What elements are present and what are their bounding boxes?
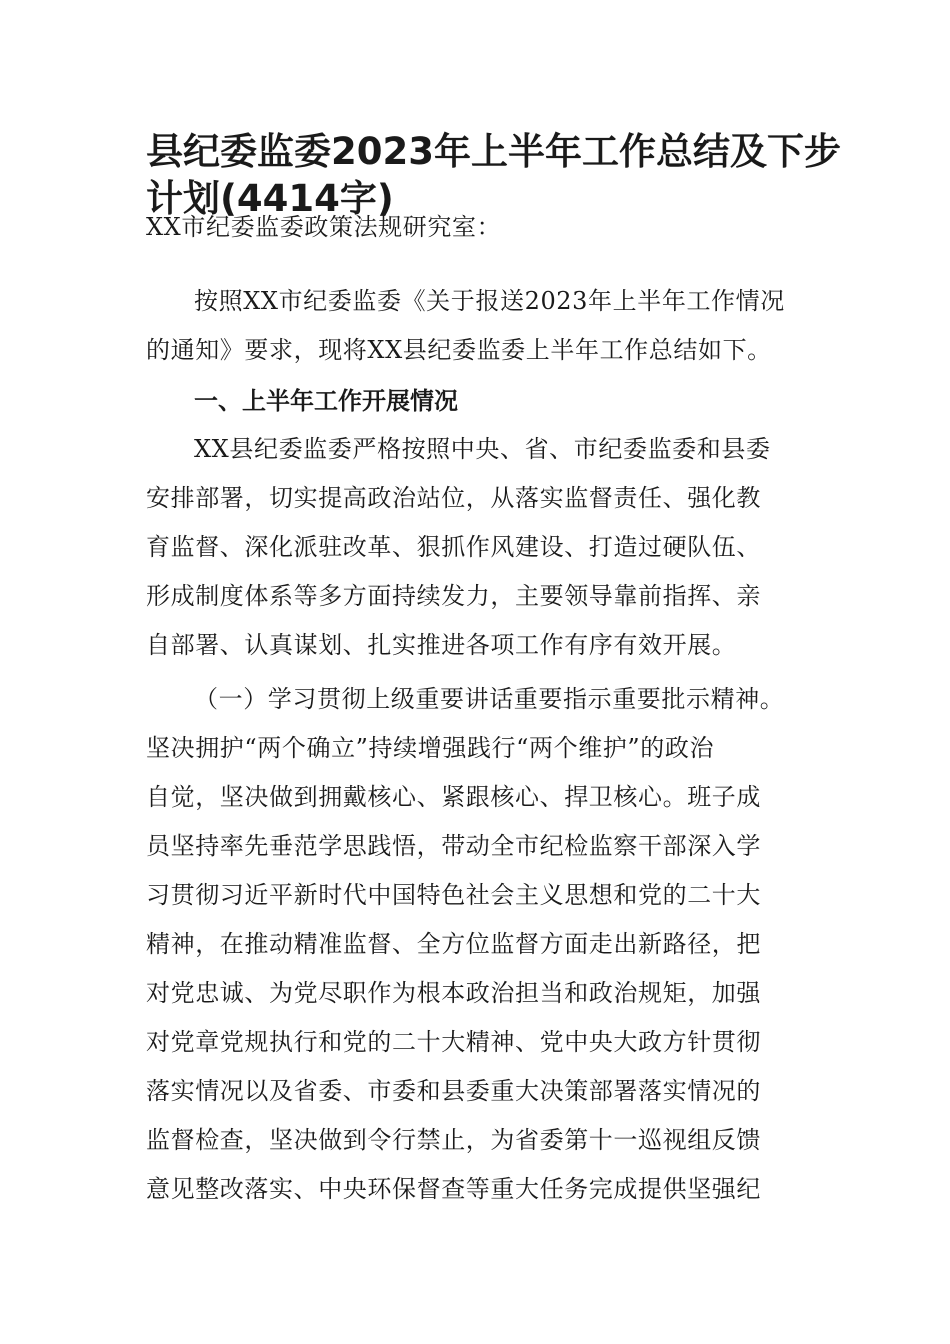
paragraph-line: 自部署、认真谋划、扎实推进各项工作有序有效开展。	[146, 631, 737, 659]
paragraph-line: 对党忠诚、为党尽职作为根本政治担当和政治规矩，加强	[146, 979, 761, 1007]
paragraph-line: （一）学习贯彻上级重要讲话重要指示重要批示精神。	[194, 685, 785, 713]
paragraph-study	[146, 675, 836, 1214]
paragraph-line: 按照XX市纪委监委《关于报送2023年上半年工作情况	[194, 287, 785, 315]
paragraph-line: 习贯彻习近平新时代中国特色社会主义思想和党的二十大	[146, 881, 761, 909]
paragraph-line: 自觉，坚决做到拥戴核心、紧跟核心、捍卫核心。班子成	[146, 783, 761, 811]
paragraph-line: 安排部署，切实提高政治站位，从落实监督责任、强化教	[146, 484, 761, 512]
paragraph-line: 的通知》要求，现将XX县纪委监委上半年工作总结如下。	[146, 336, 772, 364]
paragraph-line: XX县纪委监委严格按照中央、省、市纪委监委和县委	[194, 435, 771, 463]
recipient-line	[146, 203, 836, 252]
paragraph-line: 精神，在推动精准监督、全方位监督方面走出新路径，把	[146, 930, 761, 958]
title-line: 计划(4414字)	[146, 177, 394, 220]
intro-paragraph	[146, 277, 836, 375]
title-line: 县纪委监委2023年上半年工作总结及下步	[146, 130, 841, 173]
recipient-text: XX市纪委监委政策法规研究室：	[146, 213, 502, 241]
paragraph-line: 意见整改落实、中央环保督查等重大任务完成提供坚强纪	[146, 1175, 761, 1203]
paragraph-line: 育监督、深化派驻改革、狠抓作风建设、打造过硬队伍、	[146, 533, 761, 561]
paragraph-line: 形成制度体系等多方面持续发力，主要领导靠前指挥、亲	[146, 582, 761, 610]
paragraph-line: 对党章党规执行和党的二十大精神、党中央大政方针贯彻	[146, 1028, 761, 1056]
section-heading: 一、上半年工作开展情况	[194, 387, 458, 415]
paragraph-line: 监督检查，坚决做到令行禁止，为省委第十一巡视组反馈	[146, 1126, 761, 1154]
paragraph-line: 员坚持率先垂范学思践悟，带动全市纪检监察干部深入学	[146, 832, 761, 860]
paragraph-line: 落实情况以及省委、市委和县委重大决策部署落实情况的	[146, 1077, 761, 1105]
paragraph-overview	[146, 425, 836, 670]
paragraph-line: 坚决拥护“两个确立”持续增强践行“两个维护”的政治	[146, 734, 715, 762]
